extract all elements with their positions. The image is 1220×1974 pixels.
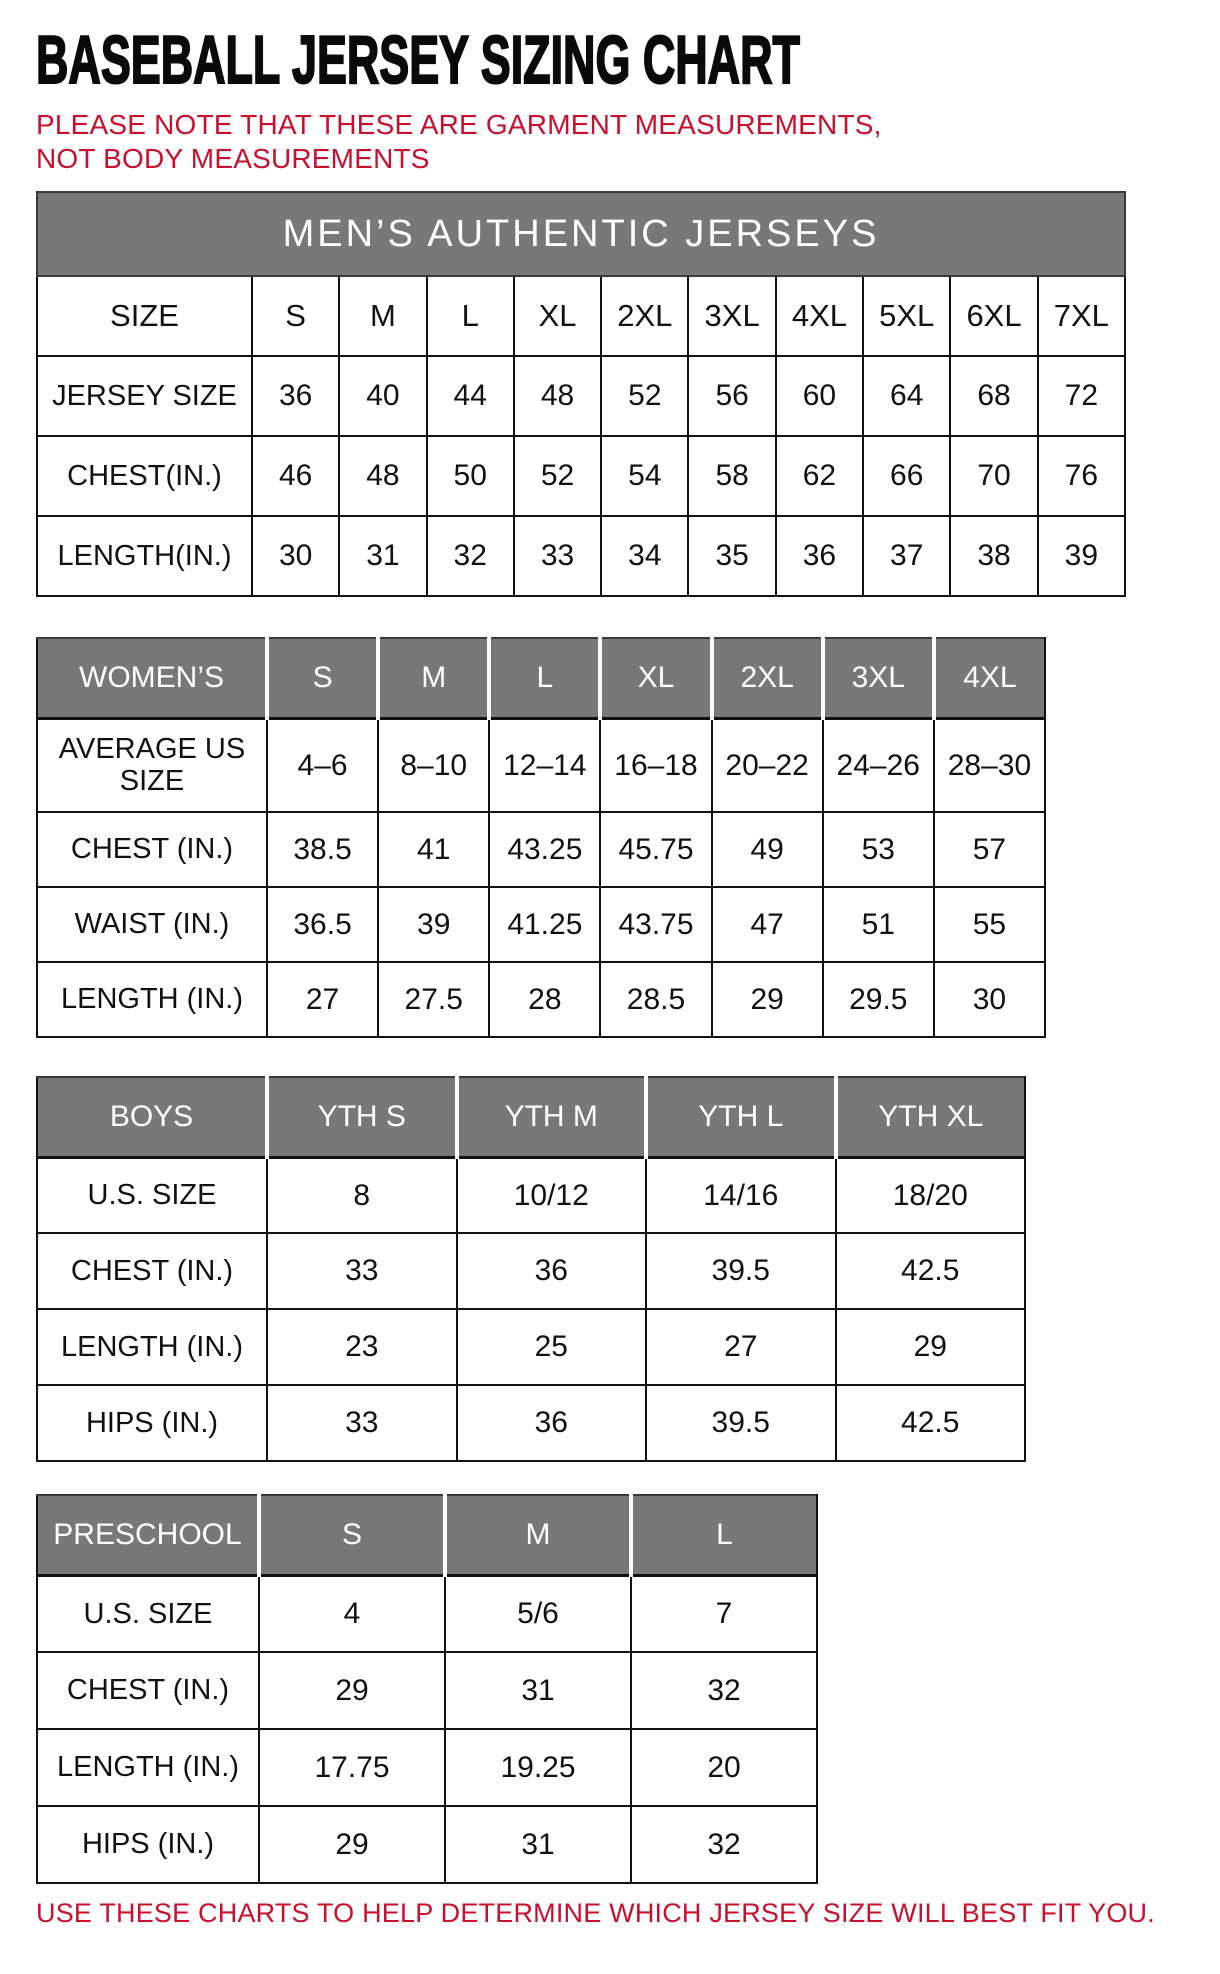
value-cell: 32	[631, 1806, 817, 1883]
value-cell: 4	[259, 1575, 445, 1652]
value-cell: 48	[339, 436, 426, 516]
value-cell: 20	[631, 1729, 817, 1806]
table-row	[37, 1233, 1025, 1309]
value-cell: 64	[863, 356, 950, 436]
table-banner: MEN’S AUTHENTIC JERSEYS	[37, 192, 1125, 276]
mens-jerseys-table	[36, 191, 1126, 597]
value-cell: 56	[688, 356, 775, 436]
value-cell: 27	[267, 962, 378, 1037]
table-row	[37, 1575, 817, 1652]
value-cell: 28.5	[600, 962, 711, 1037]
value-cell: 14/16	[646, 1157, 836, 1233]
value-cell: 52	[601, 356, 688, 436]
value-cell: 19.25	[445, 1729, 631, 1806]
table-row	[37, 1652, 817, 1729]
value-cell: 29	[712, 962, 823, 1037]
value-cell: 50	[427, 436, 514, 516]
size-header: 2XL	[712, 638, 823, 718]
value-cell: 52	[514, 436, 601, 516]
value-cell: 36	[252, 356, 339, 436]
row-label: WAIST (IN.)	[37, 887, 267, 962]
size-header: L	[631, 1495, 817, 1575]
page-title-text: BASEBALL JERSEY SIZING CHART	[36, 22, 800, 98]
table-row	[37, 887, 1045, 962]
column-header-label: WOMEN’S	[37, 638, 267, 718]
size-header: 4XL	[776, 276, 863, 356]
value-cell: 8–10	[378, 718, 489, 812]
size-header: 4XL	[934, 638, 1045, 718]
value-cell: 46	[252, 436, 339, 516]
value-cell: 8	[267, 1157, 457, 1233]
footer-note-text: USE THESE CHARTS TO HELP DETERMINE WHICH JERSEY SIZE WILL BEST FIT YOU.	[36, 1898, 1155, 1929]
row-label: LENGTH (IN.)	[37, 962, 267, 1037]
row-label: HIPS (IN.)	[37, 1385, 267, 1461]
value-cell: 31	[339, 516, 426, 596]
value-cell: 43.25	[489, 812, 600, 887]
column-header-label: PRESCHOOL	[37, 1495, 259, 1575]
value-cell: 23	[267, 1309, 457, 1385]
size-header: YTH M	[457, 1077, 647, 1157]
value-cell: 36	[457, 1385, 647, 1461]
value-cell: 38	[950, 516, 1037, 596]
value-cell: 36.5	[267, 887, 378, 962]
size-header: M	[378, 638, 489, 718]
table-row	[37, 812, 1045, 887]
table-row	[37, 718, 1045, 812]
value-cell: 31	[445, 1652, 631, 1729]
value-cell: 31	[445, 1806, 631, 1883]
size-header: XL	[600, 638, 711, 718]
value-cell: 55	[934, 887, 1045, 962]
size-header: 5XL	[863, 276, 950, 356]
value-cell: 27	[646, 1309, 836, 1385]
value-cell: 40	[339, 356, 426, 436]
value-cell: 39	[378, 887, 489, 962]
row-label: CHEST (IN.)	[37, 812, 267, 887]
row-label: HIPS (IN.)	[37, 1806, 259, 1883]
value-cell: 29	[259, 1652, 445, 1729]
value-cell: 27.5	[378, 962, 489, 1037]
value-cell: 47	[712, 887, 823, 962]
value-cell: 28	[489, 962, 600, 1037]
value-cell: 32	[427, 516, 514, 596]
value-cell: 45.75	[600, 812, 711, 887]
row-label: CHEST (IN.)	[37, 1652, 259, 1729]
value-cell: 34	[601, 516, 688, 596]
value-cell: 42.5	[836, 1385, 1026, 1461]
size-header: 7XL	[1038, 276, 1125, 356]
table-row	[37, 1806, 817, 1883]
value-cell: 30	[252, 516, 339, 596]
size-header: XL	[514, 276, 601, 356]
table-row	[37, 436, 1125, 516]
value-cell: 7	[631, 1575, 817, 1652]
row-label: LENGTH(IN.)	[37, 516, 252, 596]
table-row	[37, 1385, 1025, 1461]
size-header: 6XL	[950, 276, 1037, 356]
boys-jerseys-table	[36, 1076, 1026, 1462]
womens-jerseys-table	[36, 637, 1046, 1038]
value-cell: 42.5	[836, 1233, 1026, 1309]
row-label: U.S. SIZE	[37, 1575, 259, 1652]
value-cell: 33	[514, 516, 601, 596]
value-cell: 37	[863, 516, 950, 596]
value-cell: 18/20	[836, 1157, 1026, 1233]
value-cell: 60	[776, 356, 863, 436]
value-cell: 43.75	[600, 887, 711, 962]
size-header: S	[259, 1495, 445, 1575]
value-cell: 24–26	[823, 718, 934, 812]
value-cell: 57	[934, 812, 1045, 887]
table-row	[37, 962, 1045, 1037]
row-label: U.S. SIZE	[37, 1157, 267, 1233]
value-cell: 17.75	[259, 1729, 445, 1806]
value-cell: 12–14	[489, 718, 600, 812]
value-cell: 29	[259, 1806, 445, 1883]
value-cell: 20–22	[712, 718, 823, 812]
row-label: LENGTH (IN.)	[37, 1729, 259, 1806]
value-cell: 49	[712, 812, 823, 887]
value-cell: 54	[601, 436, 688, 516]
row-label: JERSEY SIZE	[37, 356, 252, 436]
value-cell: 36	[457, 1233, 647, 1309]
table-row	[37, 1157, 1025, 1233]
row-label: AVERAGE US SIZE	[37, 718, 267, 812]
value-cell: 36	[776, 516, 863, 596]
value-cell: 35	[688, 516, 775, 596]
garment-note-text: PLEASE NOTE THAT THESE ARE GARMENT MEASUREMENTS, NOT BODY MEASUREMENTS	[36, 109, 882, 174]
value-cell: 28–30	[934, 718, 1045, 812]
value-cell: 10/12	[457, 1157, 647, 1233]
preschool-jerseys-table	[36, 1494, 818, 1884]
value-cell: 5/6	[445, 1575, 631, 1652]
table-row	[37, 1309, 1025, 1385]
value-cell: 39.5	[646, 1385, 836, 1461]
value-cell: 62	[776, 436, 863, 516]
value-cell: 41.25	[489, 887, 600, 962]
value-cell: 33	[267, 1233, 457, 1309]
value-cell: 41	[378, 812, 489, 887]
size-header: YTH S	[267, 1077, 457, 1157]
row-label: LENGTH (IN.)	[37, 1309, 267, 1385]
value-cell: 30	[934, 962, 1045, 1037]
size-header: M	[445, 1495, 631, 1575]
size-header: L	[427, 276, 514, 356]
value-cell: 38.5	[267, 812, 378, 887]
value-cell: 32	[631, 1652, 817, 1729]
value-cell: 51	[823, 887, 934, 962]
size-header: S	[267, 638, 378, 718]
size-header: M	[339, 276, 426, 356]
column-header-label: SIZE	[37, 276, 252, 356]
table-row	[37, 516, 1125, 596]
value-cell: 70	[950, 436, 1037, 516]
value-cell: 29	[836, 1309, 1026, 1385]
row-label: CHEST (IN.)	[37, 1233, 267, 1309]
value-cell: 66	[863, 436, 950, 516]
value-cell: 48	[514, 356, 601, 436]
size-header: YTH XL	[836, 1077, 1026, 1157]
value-cell: 16–18	[600, 718, 711, 812]
size-header: 3XL	[688, 276, 775, 356]
value-cell: 39	[1038, 516, 1125, 596]
value-cell: 25	[457, 1309, 647, 1385]
value-cell: 44	[427, 356, 514, 436]
size-header: L	[489, 638, 600, 718]
table-row	[37, 356, 1125, 436]
size-header: 2XL	[601, 276, 688, 356]
value-cell: 4–6	[267, 718, 378, 812]
value-cell: 53	[823, 812, 934, 887]
page-title	[36, 22, 1184, 98]
size-header: YTH L	[646, 1077, 836, 1157]
size-header: S	[252, 276, 339, 356]
value-cell: 29.5	[823, 962, 934, 1037]
column-header-label: BOYS	[37, 1077, 267, 1157]
row-label: CHEST(IN.)	[37, 436, 252, 516]
value-cell: 76	[1038, 436, 1125, 516]
value-cell: 68	[950, 356, 1037, 436]
value-cell: 58	[688, 436, 775, 516]
value-cell: 33	[267, 1385, 457, 1461]
value-cell: 72	[1038, 356, 1125, 436]
size-header: 3XL	[823, 638, 934, 718]
table-row	[37, 1729, 817, 1806]
value-cell: 39.5	[646, 1233, 836, 1309]
